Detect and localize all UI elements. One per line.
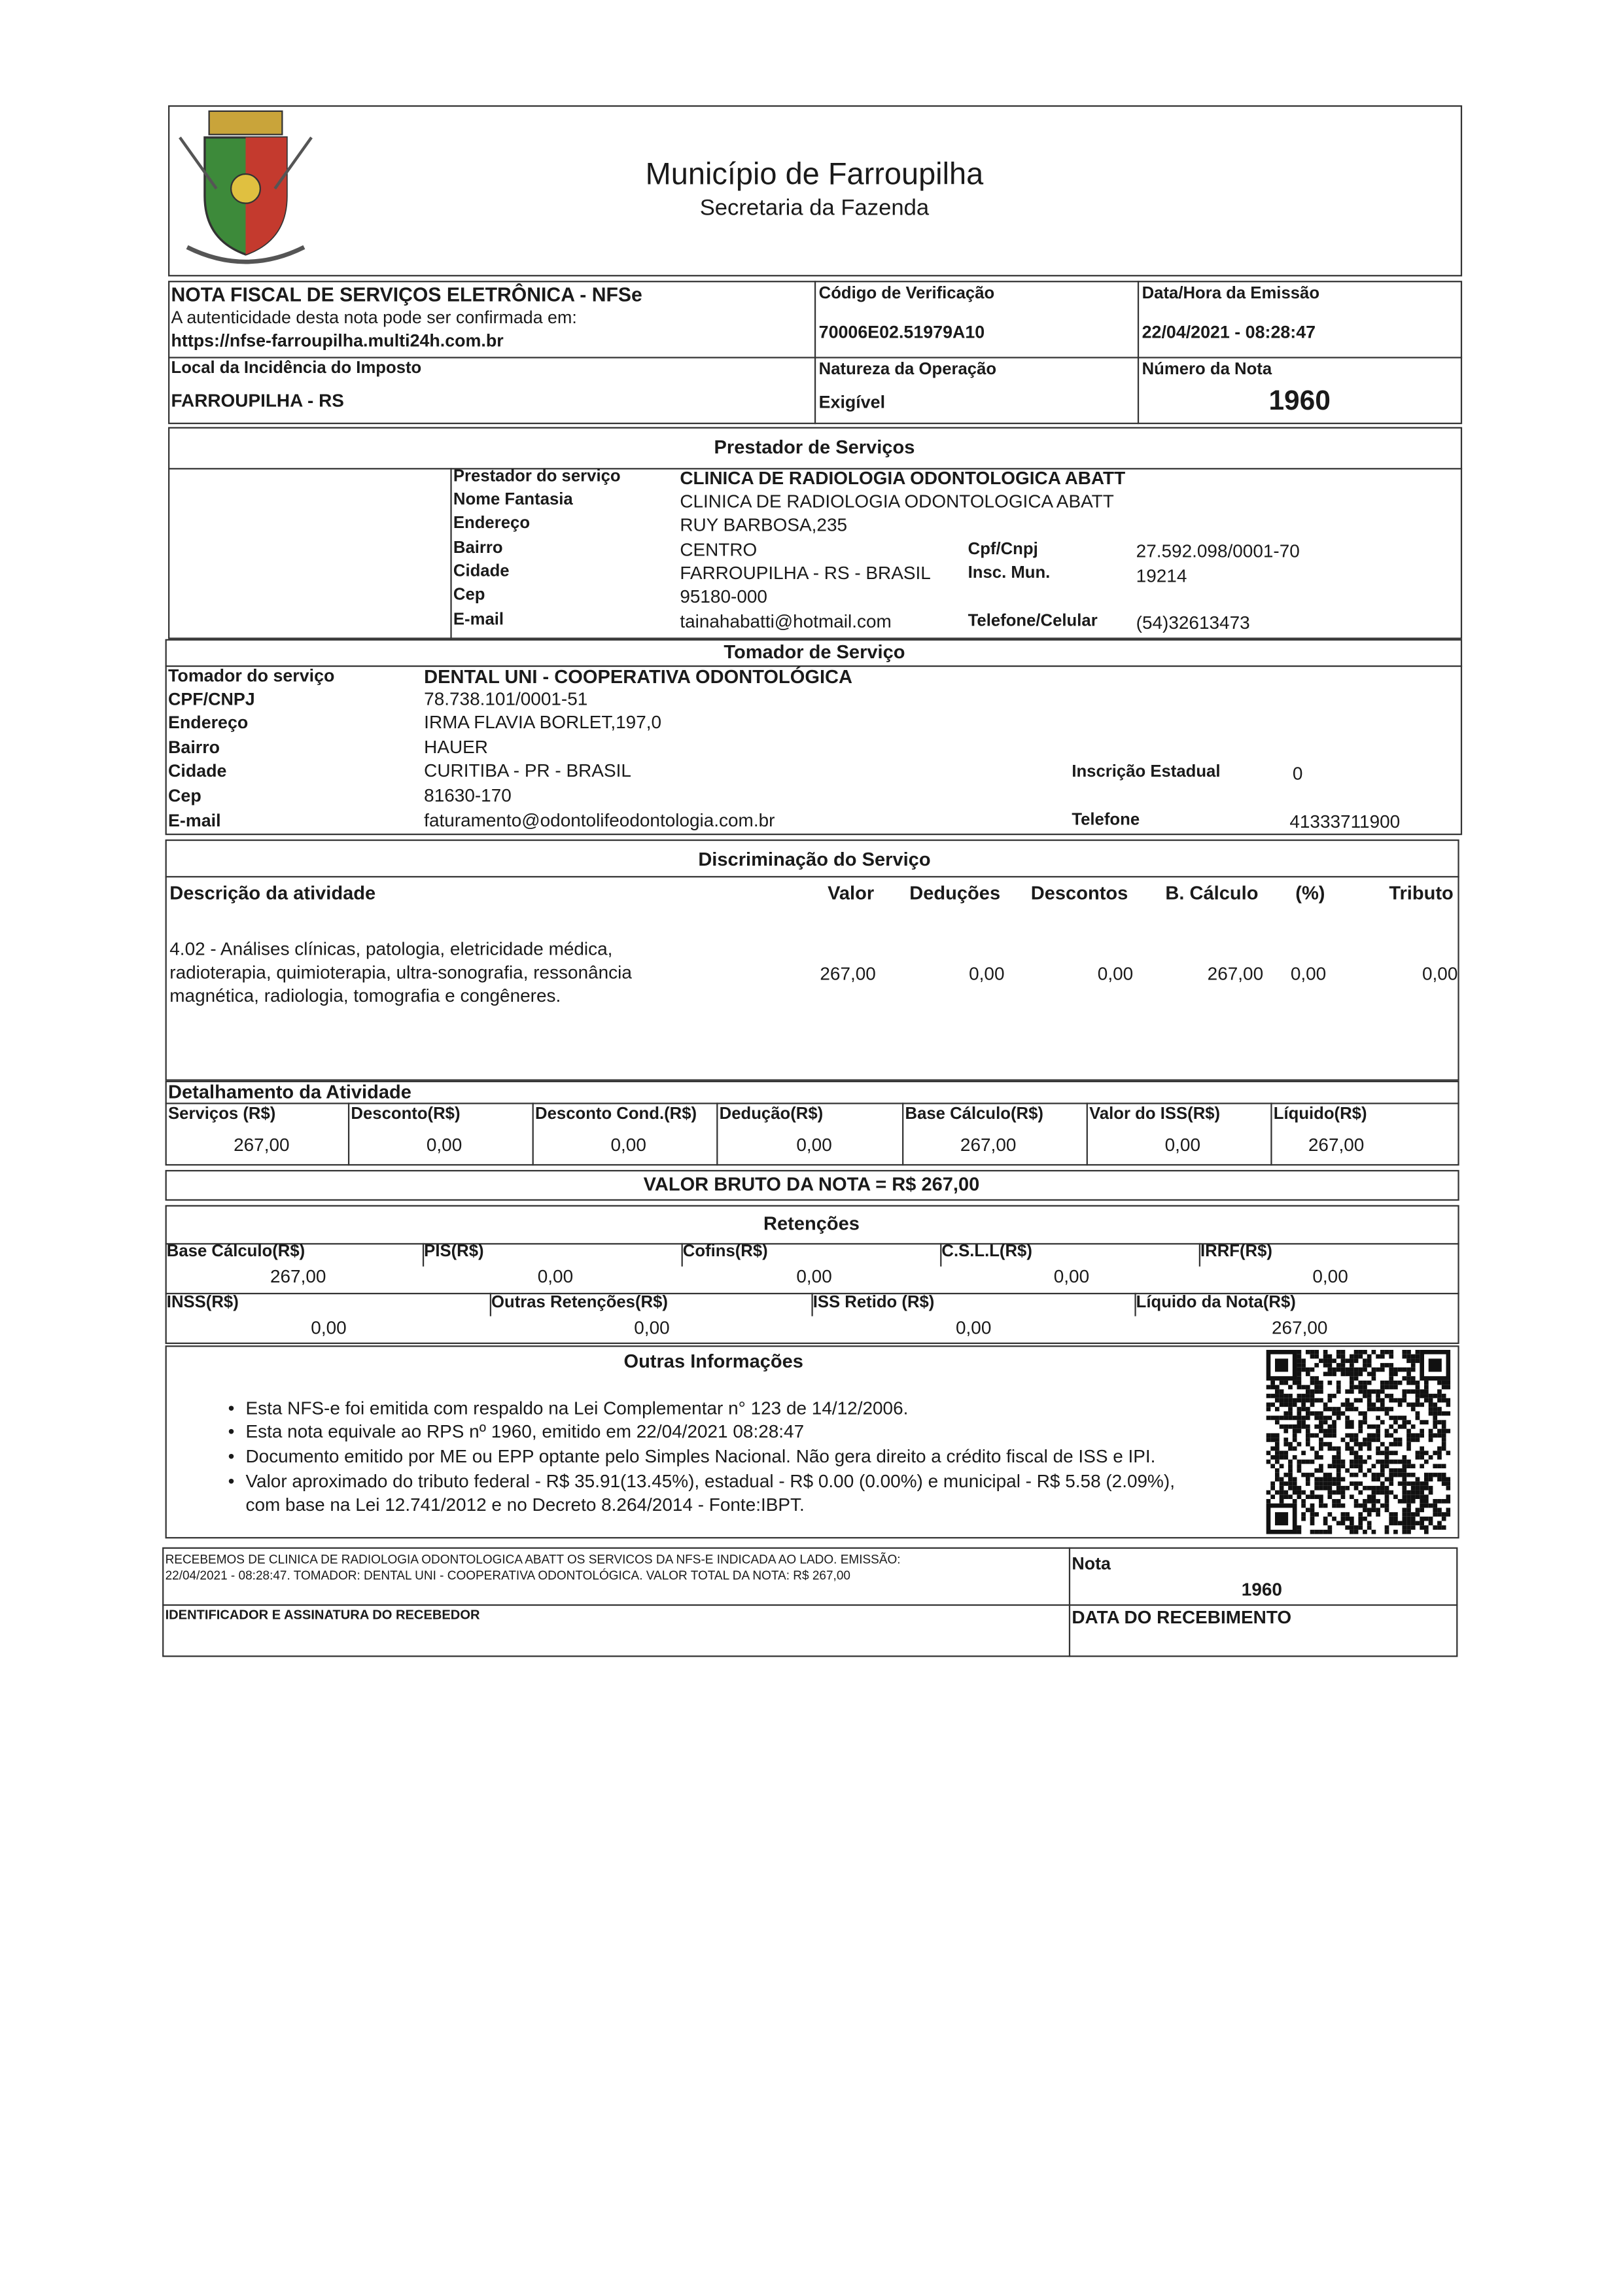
auth-url-link[interactable]: https://nfse-farroupilha.multi24h.com.br [171,330,504,351]
detalhamento-header: Desconto Cond.(R$) [535,1105,697,1123]
retencoes-title: Retenções [763,1212,860,1235]
desc-line: 4.02 - Análises clínicas, patologia, eletricidade médica, [169,938,613,960]
col-percent: (%) [1295,881,1325,904]
retencao-value: 267,00 [270,1266,326,1287]
prestador-cnpj-label: Cpf/Cnpj [968,540,1038,559]
tomador-label: E-mail [168,810,221,831]
tomador-value: IRMA FLAVIA BORLET,197,0 [424,712,662,733]
prestador-value: CLINICA DE RADIOLOGIA ODONTOLOGICA ABATT [680,491,1114,512]
prestador-value: tainahabatti@hotmail.com [680,611,892,632]
valor-value: 267,00 [820,963,876,985]
tributo-value: 0,00 [1422,963,1458,985]
outras-item-cont: com base na Lei 12.741/2012 e no Decreto 8.264/2014 - Fonte:IBPT. [245,1494,805,1515]
bullet-icon: • [228,1446,235,1467]
prestador-value: RUY BARBOSA,235 [680,514,848,536]
servico-title: Discriminação do Serviço [698,848,931,870]
tomador-value: 81630-170 [424,785,512,806]
retencao-label: Líquido da Nota(R$) [1136,1294,1296,1312]
recibo-line: 22/04/2021 - 08:28:47. TOMADOR: DENTAL UNI - COOPERATIVA ODONTOLÓGICA. VALOR TOTAL DA NOTA: R$ 267,00 [165,1568,850,1583]
prestador-value: 95180-000 [680,586,767,607]
prestador-tel-label: Telefone/Celular [968,612,1098,631]
prestador-value: FARROUPILHA - RS - BRASIL [680,563,931,584]
municipal-coat-of-arms-logo [173,108,319,272]
prestador-label: Prestador do serviço [453,468,621,486]
percent-value: 0,00 [1290,963,1327,985]
detalhamento-value: 267,00 [1308,1135,1365,1156]
retencao-value: 0,00 [311,1317,347,1339]
outras-title: Outras Informações [623,1349,803,1372]
detalhamento-value: 0,00 [610,1135,646,1156]
tomador-label: Tomador do serviço [168,665,335,686]
natureza-value: Exigível [818,392,886,413]
outras-item: Documento emitido por ME ou EPP optante pelo Simples Nacional. Não gera direito a crédito fiscal de ISS e IPI. [245,1446,1156,1467]
tomador-value: HAUER [424,737,488,758]
local-value: FARROUPILHA - RS [171,390,344,412]
emission-date: 22/04/2021 - 08:28:47 [1142,321,1316,343]
col-descontos: Descontos [1030,881,1128,904]
col-deducoes: Deduções [909,881,1001,904]
prestador-value: CENTRO [680,539,758,561]
prestador-cnpj: 27.592.098/0001-70 [1136,540,1300,562]
local-label: Local da Incidência do Imposto [171,359,422,378]
col-bcalculo: B. Cálculo [1165,881,1259,904]
detalhamento-header: Base Cálculo(R$) [905,1105,1043,1123]
qr-code[interactable] [1266,1350,1451,1534]
detalhamento-header: Líquido(R$) [1273,1105,1367,1123]
identificador-label: IDENTIFICADOR E ASSINATURA DO RECEBEDOR [165,1607,480,1622]
col-descricao: Descrição da atividade [169,881,376,904]
retencao-value: 0,00 [634,1317,670,1339]
verif-code: 70006E02.51979A10 [818,321,985,343]
outras-item: Esta nota equivale ao RPS nº 1960, emitido em 22/04/2021 08:28:47 [245,1421,805,1442]
retencao-label: IRRF(R$) [1200,1243,1272,1261]
ie-value: 0 [1292,763,1303,785]
descontos-value: 0,00 [1097,963,1134,985]
data-recebimento-label: DATA DO RECEBIMENTO [1072,1607,1292,1628]
prestador-label: Endereço [453,514,531,533]
retencao-label: Outras Retenções(R$) [491,1294,668,1312]
tomador-label: Bairro [168,737,220,758]
deducoes-value: 0,00 [969,963,1005,985]
prestador-label: Cep [453,586,485,605]
tomador-value: CURITIBA - PR - BRASIL [424,760,631,781]
prestador-label: E-mail [453,611,504,629]
natureza-label: Natureza da Operação [818,361,997,379]
col-tributo: Tributo [1389,881,1454,904]
retencao-value: 267,00 [1272,1317,1328,1339]
recibo-line: RECEBEMOS DE CLINICA DE RADIOLOGIA ODONTOLOGICA ABATT OS SERVICOS DA NFS-E INDICADA AO LADO. EMISSÃO: [165,1551,901,1566]
retencao-value: 0,00 [796,1266,832,1287]
retencao-label: PIS(R$) [424,1243,484,1261]
bullet-icon: • [228,1421,235,1442]
recibo-nota-label: Nota [1072,1553,1111,1574]
tomador-tel: 41333711900 [1289,811,1401,832]
outras-item: Valor aproximado do tributo federal - R$ 35.91(13.45%), estadual - R$ 0.00 (0.00%) e municipal - R$ 5.58 (2.09%), [245,1471,1175,1492]
numero-label: Número da Nota [1142,361,1272,379]
prestador-tel: (54)32613473 [1136,612,1250,633]
detalhamento-header: Desconto(R$) [351,1105,461,1123]
detalhamento-value: 0,00 [796,1135,832,1156]
detalhamento-header: Serviços (R$) [168,1105,276,1123]
prestador-title: Prestador de Serviços [714,436,915,458]
department-name: Secretaria da Fazenda [699,196,930,221]
prestador-insc-label: Insc. Mun. [968,564,1051,582]
detalhamento-title: Detalhamento da Atividade [168,1080,411,1103]
bcalculo-value: 267,00 [1207,963,1264,985]
detalhamento-value: 267,00 [234,1135,290,1156]
retencao-label: Base Cálculo(R$) [166,1243,305,1261]
prestador-label: Bairro [453,539,503,557]
tomador-label: Endereço [168,712,249,733]
tomador-label: Cidade [168,760,227,781]
retencao-label: Cofins(R$) [682,1243,768,1261]
prestador-insc: 19214 [1136,565,1187,587]
retencao-value: 0,00 [1053,1266,1090,1287]
bullet-icon: • [228,1398,235,1419]
valor-bruto: VALOR BRUTO DA NOTA = R$ 267,00 [643,1173,980,1195]
detalhamento-value: 0,00 [426,1135,462,1156]
detalhamento-header: Dedução(R$) [719,1105,824,1123]
retencao-value: 0,00 [537,1266,574,1287]
desc-line: radioterapia, quimioterapia, ultra-sonografia, ressonância [169,962,632,983]
outras-item: Esta NFS-e foi emitida com respaldo na Lei Complementar n° 123 de 14/12/2006. [245,1398,909,1419]
col-valor: Valor [828,881,875,904]
tomador-title: Tomador de Serviço [724,640,905,663]
ie-label: Inscrição Estadual [1072,763,1221,781]
tomador-label: Cep [168,785,201,806]
verif-label: Código de Verificação [818,285,995,303]
retencao-label: C.S.L.L(R$) [941,1243,1032,1261]
tomador-value: DENTAL UNI - COOPERATIVA ODONTOLÓGICA [424,665,853,688]
tomador-label: CPF/CNPJ [168,688,255,710]
detalhamento-header: Valor do ISS(R$) [1089,1105,1221,1123]
date-label: Data/Hora da Emissão [1142,285,1320,303]
recibo-nota: 1960 [1241,1579,1282,1600]
nfse-title: NOTA FISCAL DE SERVIÇOS ELETRÔNICA - NFSe [171,283,642,306]
municipality-name: Município de Farroupilha [645,158,984,192]
tomador-value: 78.738.101/0001-51 [424,688,588,710]
tomador-tel-label: Telefone [1072,811,1140,830]
retencao-label: ISS Retido (R$) [812,1294,935,1312]
auth-text: A autenticidade desta nota pode ser confirmada em: [171,307,577,328]
detalhamento-value: 267,00 [960,1135,1017,1156]
bullet-icon: • [228,1471,235,1492]
desc-line: magnética, radiologia, tomografia e congêneres. [169,985,561,1006]
retencao-value: 0,00 [1312,1266,1348,1287]
retencao-label: INSS(R$) [166,1294,239,1312]
tomador-value: faturamento@odontolifeodontologia.com.br [424,810,775,831]
prestador-label: Cidade [453,563,510,581]
retencao-value: 0,00 [955,1317,992,1339]
prestador-label: Nome Fantasia [453,491,573,509]
detalhamento-value: 0,00 [1164,1135,1201,1156]
numero-value: 1960 [1268,386,1331,417]
prestador-value: CLINICA DE RADIOLOGIA ODONTOLOGICA ABATT [680,468,1126,489]
